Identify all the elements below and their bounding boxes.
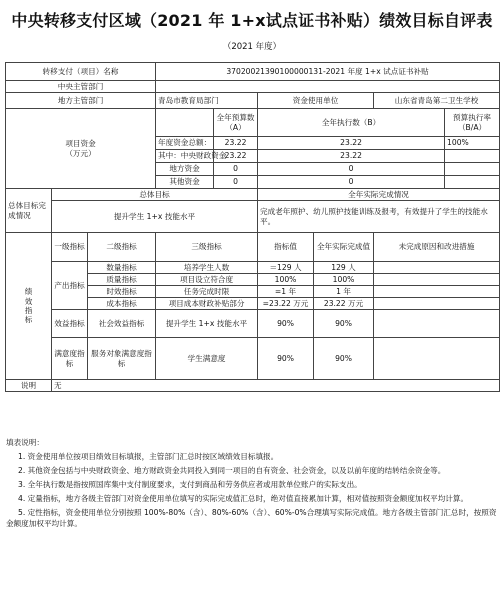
output-l3: 项目设立符合度: [156, 274, 258, 286]
satisfaction-reason: [374, 338, 500, 380]
note-item: 1. 资金使用单位按项目绩效目标填报，主管部门汇总时按区域绩效目标填报。: [18, 452, 279, 461]
output-actual: 129 人: [314, 262, 374, 274]
note-item: 3. 全年执行数是指按照国库集中支付制度要求，支付到商品和劳务供应者或用款单位账户的实际支出。: [18, 480, 362, 489]
overall-goal-header: 总体目标: [52, 189, 258, 201]
output-l2: 数量指标: [88, 262, 156, 274]
user-unit-value: 山东省青岛第二卫生学校: [374, 93, 500, 109]
funds-row-budget: 23.22: [214, 150, 258, 163]
central-dept-label: 中央主管部门: [6, 81, 156, 93]
remark-row: [6, 380, 500, 392]
satisfaction-label: 满意度指标: [52, 338, 88, 380]
output-row: [6, 262, 500, 274]
note-item: 5. 定性指标，资金使用单位分别按照 100%-80%（含）、80%-60%（含）、60%-0%合理填写实际完成值。地方各级主管部门汇总时，按照资金额度加权平均计算。: [6, 508, 497, 528]
remark-label: 说明: [6, 380, 52, 392]
output-actual: 1 年: [314, 286, 374, 298]
output-reason: [374, 286, 500, 298]
satisfaction-actual: 90%: [314, 338, 374, 380]
funds-label-line1: 项目资金: [65, 139, 96, 149]
perf-h-level2: 二级指标: [88, 233, 156, 262]
output-l2: 时效指标: [88, 286, 156, 298]
output-target: =1 年: [258, 286, 314, 298]
remark-value: 无: [52, 380, 500, 392]
output-label: 产出指标: [52, 262, 88, 310]
overall-goal-text: 提升学生 1+x 技能水平: [52, 201, 258, 233]
output-l2: 成本指标: [88, 298, 156, 310]
output-reason: [374, 298, 500, 310]
notes-heading: 填表说明：: [6, 438, 44, 447]
output-l2: 质量指标: [88, 274, 156, 286]
perf-h-target: 指标值: [258, 233, 314, 262]
page-title: 中央转移支付区域（2021 年 1+x试点证书补贴）绩效目标自评表: [11, 11, 493, 30]
benefit-l2: 社会效益指标: [88, 310, 156, 338]
local-dept-value: 青岛市教育局部门: [156, 93, 258, 109]
satisfaction-row: [6, 338, 500, 380]
project-name-value: 37020021390100000131-2021 年度 1+x 试点证书补贴: [156, 63, 500, 81]
funds-row-budget: 0: [214, 163, 258, 176]
overall-actual-text: 完成老年照护、幼儿照护技能训练及报考，有效提升了学生的技能水平。: [258, 201, 500, 233]
output-target: =23.22 万元: [258, 298, 314, 310]
central-dept-value: [156, 81, 500, 93]
funds-blank-header: [156, 109, 214, 137]
funds-label: [6, 109, 156, 189]
benefit-reason: [374, 310, 500, 338]
filling-notes: [6, 437, 500, 529]
funds-col-rate: 预算执行率（B/A）: [445, 109, 500, 137]
benefit-label: 效益指标: [52, 310, 88, 338]
perf-h-level1: 一级指标: [52, 233, 88, 262]
funds-col-budget: 全年预算数（A）: [214, 109, 258, 137]
output-reason: [374, 274, 500, 286]
output-actual: 100%: [314, 274, 374, 286]
funds-row-budget: 0: [214, 176, 258, 189]
funds-row-label: 年度资金总额：: [156, 137, 214, 150]
funds-row-label: 其中：中央财政资金: [156, 150, 214, 163]
project-name-row: [6, 63, 500, 81]
evaluation-table: [5, 62, 500, 392]
funds-row-exec: 23.22: [258, 137, 445, 150]
local-dept-label: 地方主管部门: [6, 93, 156, 109]
perf-h-actual: 全年实际完成值: [314, 233, 374, 262]
funds-row-exec: 0: [258, 163, 445, 176]
note-item: 4. 定量指标，地方各级主管部门对资金使用单位填写的实际完成值汇总时，绝对值直接累加计算，相对值按照资金额度加权平均计算。: [18, 494, 469, 503]
benefit-l3: 提升学生 1+x 技能水平: [156, 310, 258, 338]
funds-row-rate: 100%: [445, 137, 500, 150]
funds-label-line2: （万元）: [65, 148, 96, 158]
benefit-actual: 90%: [314, 310, 374, 338]
funds-row-budget: 23.22: [214, 137, 258, 150]
note-item: 2. 其他资金包括与中央财政资金、地方财政资金共同投入到同一项目的自有资金、社会资金，以及以前年度的结转结余资金等。: [18, 466, 446, 475]
perf-label: 绩效指标: [6, 233, 52, 380]
benefit-target: 90%: [258, 310, 314, 338]
satisfaction-l3: 学生满意度: [156, 338, 258, 380]
overall-label: 总体目标完成情况: [6, 189, 52, 233]
funds-row-label: 地方资金: [156, 163, 214, 176]
output-l3: 任务完成时限: [156, 286, 258, 298]
central-dept-row: [6, 81, 500, 93]
output-l3: 培养学生人数: [156, 262, 258, 274]
output-actual: 23.22 万元: [314, 298, 374, 310]
funds-row-rate: [445, 163, 500, 176]
funds-row-rate: [445, 176, 500, 189]
funds-header-row: [6, 109, 500, 137]
perf-h-level3: 三级指标: [156, 233, 258, 262]
project-name-label: 转移支付（项目）名称: [6, 63, 156, 81]
satisfaction-l2: 服务对象满意度指标: [88, 338, 156, 380]
overall-content-row: [6, 201, 500, 233]
user-unit-label: 资金使用单位: [258, 93, 374, 109]
output-target: 100%: [258, 274, 314, 286]
overall-actual-header: 全年实际完成情况: [258, 189, 500, 201]
output-reason: [374, 262, 500, 274]
overall-header-row: [6, 189, 500, 201]
benefit-row: [6, 310, 500, 338]
output-l3: 项目成本财政补贴部分: [156, 298, 258, 310]
funds-row-exec: 23.22: [258, 150, 445, 163]
perf-header-row: [6, 233, 500, 262]
funds-row-rate: [445, 150, 500, 163]
year-subtitle: （2021 年度）: [222, 42, 282, 52]
perf-h-reason: 未完成原因和改进措施: [374, 233, 500, 262]
satisfaction-target: 90%: [258, 338, 314, 380]
funds-col-exec: 全年执行数（B）: [258, 109, 445, 137]
output-target: ＝129 人: [258, 262, 314, 274]
funds-row-label: 其他资金: [156, 176, 214, 189]
funds-row-exec: 0: [258, 176, 445, 189]
local-dept-row: [6, 93, 500, 109]
